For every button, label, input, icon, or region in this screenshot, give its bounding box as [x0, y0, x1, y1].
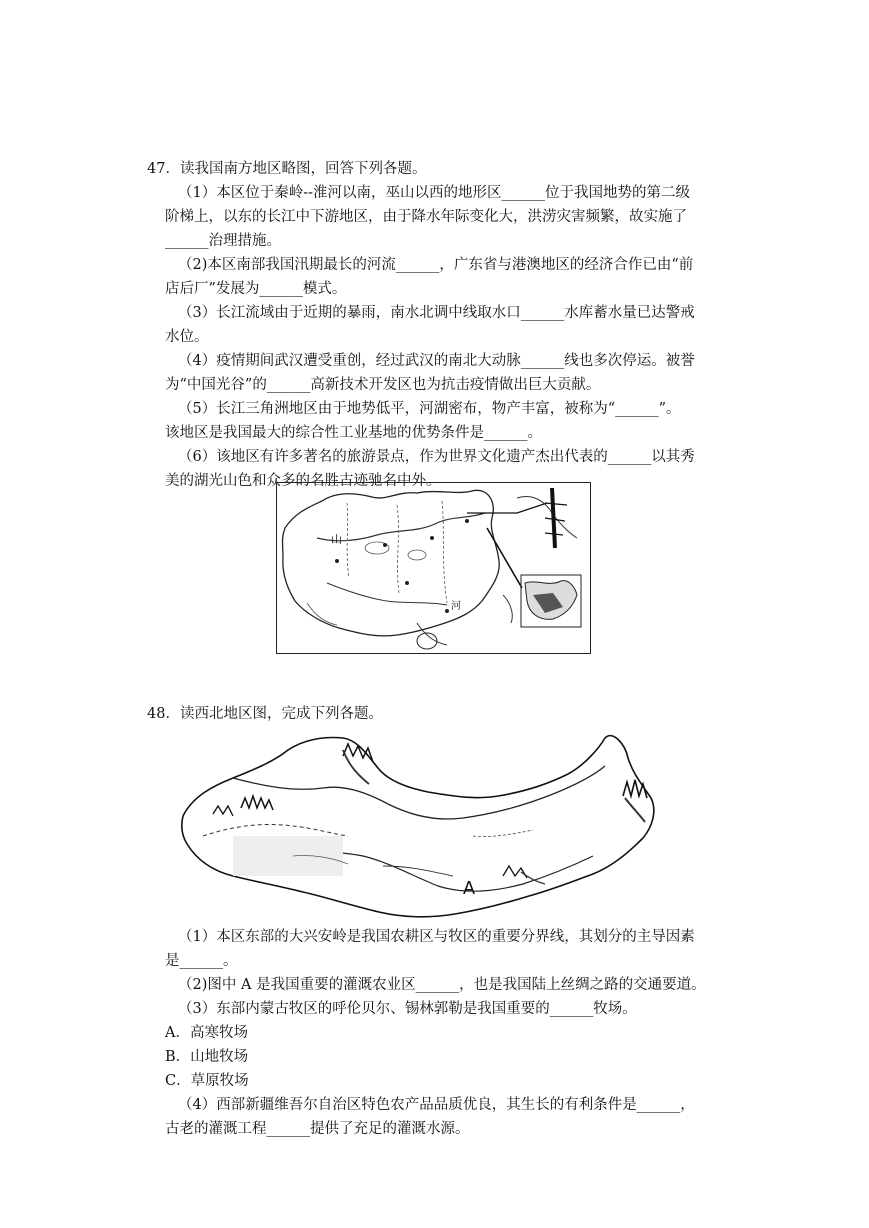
northwest-china-map-drawing	[173, 726, 665, 922]
q47-line-13: 美的湖光山色和众多的名胜古迹驰名中外。	[165, 473, 441, 489]
southern-china-map-drawing	[277, 483, 590, 653]
question-48-title: 48．读西北地区图，完成下列各题。	[147, 706, 383, 722]
q47-line-10: （5）长江三角洲地区由于地势低平，河湖密布，物产丰富，被称为“______”。	[178, 401, 681, 417]
map-label-a: A	[463, 878, 476, 898]
q48-option-a: A．高寒牧场	[165, 1025, 248, 1041]
map-label-shan: 山	[331, 534, 342, 546]
q48-line-8: （4）西部新疆维吾尔自治区特色农产品品质优良，其生长的有利条件是______，	[178, 1097, 695, 1113]
q48-line-3: （2)图中 A 是我国重要的灌溉农业区______，也是我国陆上丝绸之路的交通要道。	[178, 977, 706, 993]
q47-line-1: （1）本区位于秦岭--淮河以南，巫山以西的地形区______位于我国地势的第二级	[178, 185, 691, 201]
q47-line-7: 水位。	[165, 329, 209, 345]
southern-china-map	[276, 482, 591, 654]
q47-line-12: （6）该地区有许多著名的旅游景点，作为世界文化遗产杰出代表的______以其秀	[178, 449, 695, 465]
map-label-he: 河	[451, 601, 461, 612]
q48-option-b: B．山地牧场	[165, 1049, 249, 1065]
q47-line-4: （2)本区南部我国汛期最长的河流______，广东省与港澳地区的经济合作已由“前	[178, 257, 694, 273]
q48-option-c: C．草原牧场	[165, 1073, 249, 1089]
q48-line-9: 古老的灌溉工程______提供了充足的灌溉水源。	[165, 1121, 470, 1137]
q47-line-2: 阶梯上，以东的长江中下游地区，由于降水年际变化大，洪涝灾害频繁，故实施了	[165, 209, 687, 225]
q48-line-1: （1）本区东部的大兴安岭是我国农耕区与牧区的重要分界线，其划分的主导因素	[178, 929, 695, 945]
q47-line-6: （3）长江流域由于近期的暴雨，南水北调中线取水口______水库蓄水量已达警戒	[178, 305, 695, 321]
q48-line-4: （3）东部内蒙古牧区的呼伦贝尔、锡林郭勒是我国重要的______牧场。	[178, 1001, 637, 1017]
q47-line-8: （4）疫情期间武汉遭受重创，经过武汉的南北大动脉______线也多次停运。被誉	[178, 353, 695, 369]
q47-line-11: 该地区是我国最大的综合性工业基地的优势条件是______。	[165, 425, 542, 441]
q48-line-2: 是______。	[165, 953, 238, 969]
q47-line-5: 店后厂”发展为______模式。	[165, 281, 347, 297]
question-47-title: 47．读我国南方地区略图，回答下列各题。	[147, 161, 427, 177]
q47-line-3: ______治理措施。	[165, 233, 281, 249]
q47-line-9: 为“中国光谷”的______高新技术开发区也为抗击疫情做出巨大贡献。	[165, 377, 601, 393]
northwest-china-map	[173, 726, 665, 922]
